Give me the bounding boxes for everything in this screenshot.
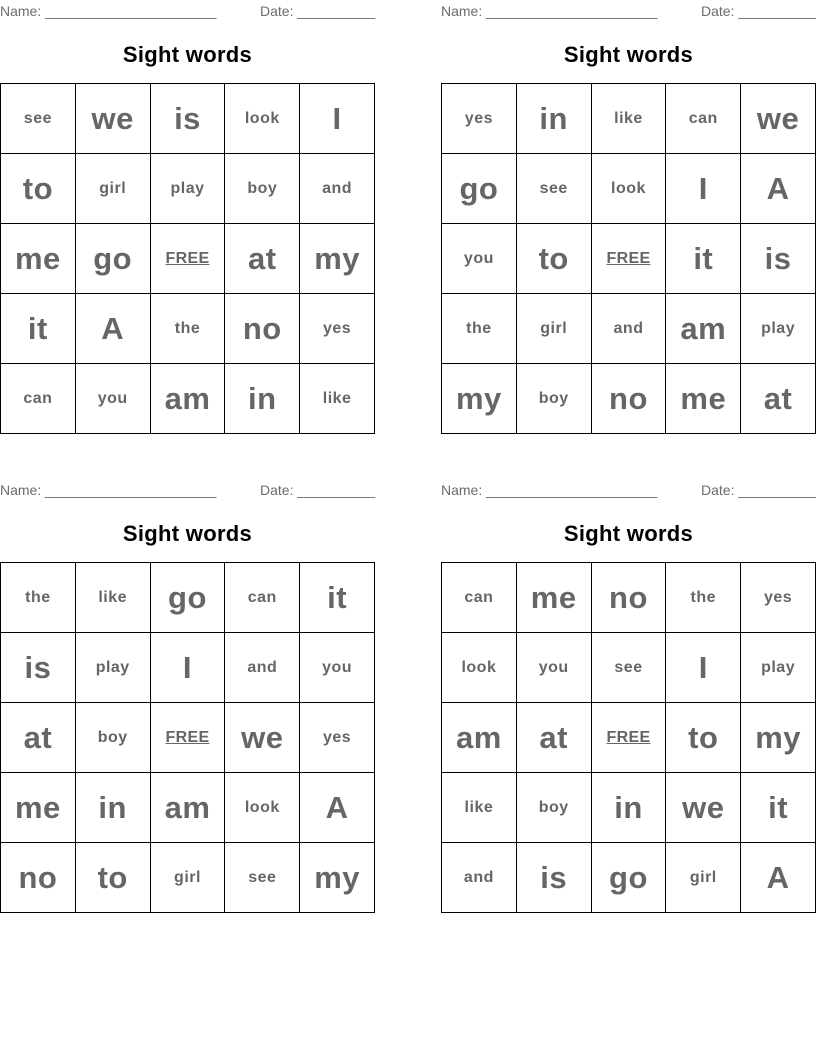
word-cell: and xyxy=(592,294,667,364)
word-cell: no xyxy=(592,563,667,633)
card-title: Sight words xyxy=(122,521,253,546)
word-cell: am xyxy=(151,364,226,434)
word-cell: we xyxy=(225,703,300,773)
word-cell: like xyxy=(592,84,667,154)
word-cell: you xyxy=(442,224,517,294)
word-cell: to xyxy=(1,154,76,224)
word-cell: in xyxy=(517,84,592,154)
bingo-card-1 xyxy=(0,0,375,434)
word-cell: to xyxy=(666,703,741,773)
word-cell: see xyxy=(225,843,300,913)
word-cell: the xyxy=(666,563,741,633)
date-field: Date: __________ xyxy=(260,482,376,498)
word-cell: boy xyxy=(76,703,151,773)
name-field: Name: ______________________ xyxy=(441,482,658,498)
word-cell: the xyxy=(151,294,226,364)
word-cell: to xyxy=(517,224,592,294)
word-cell: play xyxy=(741,294,816,364)
word-cell: girl xyxy=(666,843,741,913)
word-cell: me xyxy=(517,563,592,633)
date-field: Date: __________ xyxy=(701,482,816,498)
word-cell: you xyxy=(76,364,151,434)
word-cell: and xyxy=(442,843,517,913)
word-cell: go xyxy=(592,843,667,913)
word-cell: yes xyxy=(741,563,816,633)
word-cell: in xyxy=(76,773,151,843)
word-cell: it xyxy=(741,773,816,843)
word-cell: is xyxy=(1,633,76,703)
word-cell: like xyxy=(76,563,151,633)
bingo-card-2 xyxy=(441,0,816,434)
bingo-grid xyxy=(0,562,375,913)
word-cell: my xyxy=(442,364,517,434)
word-cell: A xyxy=(76,294,151,364)
card-title: Sight words xyxy=(563,521,694,546)
word-cell: at xyxy=(741,364,816,434)
word-cell: A xyxy=(741,154,816,224)
word-cell: yes xyxy=(300,294,375,364)
word-cell: is xyxy=(517,843,592,913)
word-cell: me xyxy=(1,773,76,843)
word-cell: am xyxy=(442,703,517,773)
word-cell: girl xyxy=(151,843,226,913)
word-cell: yes xyxy=(300,703,375,773)
word-cell: in xyxy=(592,773,667,843)
card-title: Sight words xyxy=(122,42,253,67)
word-cell: like xyxy=(442,773,517,843)
bingo-card-4 xyxy=(441,479,816,913)
word-cell: see xyxy=(517,154,592,224)
word-cell: boy xyxy=(517,364,592,434)
word-cell: my xyxy=(300,224,375,294)
word-cell: go xyxy=(442,154,517,224)
word-cell: see xyxy=(1,84,76,154)
word-cell: play xyxy=(741,633,816,703)
free-space-cell: FREE xyxy=(151,703,226,773)
word-cell: it xyxy=(666,224,741,294)
date-field: Date: __________ xyxy=(260,3,376,19)
card-header xyxy=(0,482,375,498)
word-cell: A xyxy=(300,773,375,843)
word-cell: A xyxy=(741,843,816,913)
word-cell: at xyxy=(1,703,76,773)
word-cell: look xyxy=(592,154,667,224)
word-cell: at xyxy=(517,703,592,773)
word-cell: can xyxy=(1,364,76,434)
card-title: Sight words xyxy=(563,42,694,67)
word-cell: to xyxy=(76,843,151,913)
word-cell: boy xyxy=(225,154,300,224)
word-cell: you xyxy=(300,633,375,703)
word-cell: play xyxy=(76,633,151,703)
date-field: Date: __________ xyxy=(701,3,816,19)
word-cell: the xyxy=(442,294,517,364)
word-cell: play xyxy=(151,154,226,224)
word-cell: is xyxy=(151,84,226,154)
word-cell: look xyxy=(442,633,517,703)
word-cell: and xyxy=(225,633,300,703)
word-cell: we xyxy=(76,84,151,154)
word-cell: yes xyxy=(442,84,517,154)
free-space-cell: FREE xyxy=(151,224,226,294)
word-cell: can xyxy=(666,84,741,154)
word-cell: no xyxy=(1,843,76,913)
word-cell: girl xyxy=(76,154,151,224)
word-cell: I xyxy=(300,84,375,154)
card-header xyxy=(441,482,816,498)
word-cell: no xyxy=(592,364,667,434)
word-cell: me xyxy=(1,224,76,294)
word-cell: look xyxy=(225,84,300,154)
bingo-grid xyxy=(0,83,375,434)
free-space-cell: FREE xyxy=(592,703,667,773)
name-field: Name: ______________________ xyxy=(441,3,658,19)
name-field: Name: ______________________ xyxy=(0,482,217,498)
word-cell: am xyxy=(151,773,226,843)
word-cell: it xyxy=(1,294,76,364)
word-cell: like xyxy=(300,364,375,434)
word-cell: see xyxy=(592,633,667,703)
word-cell: can xyxy=(225,563,300,633)
word-cell: girl xyxy=(517,294,592,364)
word-cell: my xyxy=(300,843,375,913)
card-header xyxy=(441,3,816,19)
free-space-cell: FREE xyxy=(592,224,667,294)
word-cell: I xyxy=(666,154,741,224)
word-cell: it xyxy=(300,563,375,633)
word-cell: we xyxy=(666,773,741,843)
word-cell: no xyxy=(225,294,300,364)
bingo-grid xyxy=(441,562,816,913)
word-cell: the xyxy=(1,563,76,633)
bingo-grid xyxy=(441,83,816,434)
word-cell: my xyxy=(741,703,816,773)
bingo-card-3 xyxy=(0,479,375,913)
word-cell: is xyxy=(741,224,816,294)
word-cell: look xyxy=(225,773,300,843)
card-header xyxy=(0,3,375,19)
name-field: Name: ______________________ xyxy=(0,3,217,19)
word-cell: go xyxy=(151,563,226,633)
word-cell: I xyxy=(666,633,741,703)
word-cell: in xyxy=(225,364,300,434)
word-cell: boy xyxy=(517,773,592,843)
word-cell: can xyxy=(442,563,517,633)
word-cell: and xyxy=(300,154,375,224)
word-cell: I xyxy=(151,633,226,703)
word-cell: am xyxy=(666,294,741,364)
word-cell: go xyxy=(76,224,151,294)
word-cell: we xyxy=(741,84,816,154)
word-cell: me xyxy=(666,364,741,434)
word-cell: you xyxy=(517,633,592,703)
word-cell: at xyxy=(225,224,300,294)
